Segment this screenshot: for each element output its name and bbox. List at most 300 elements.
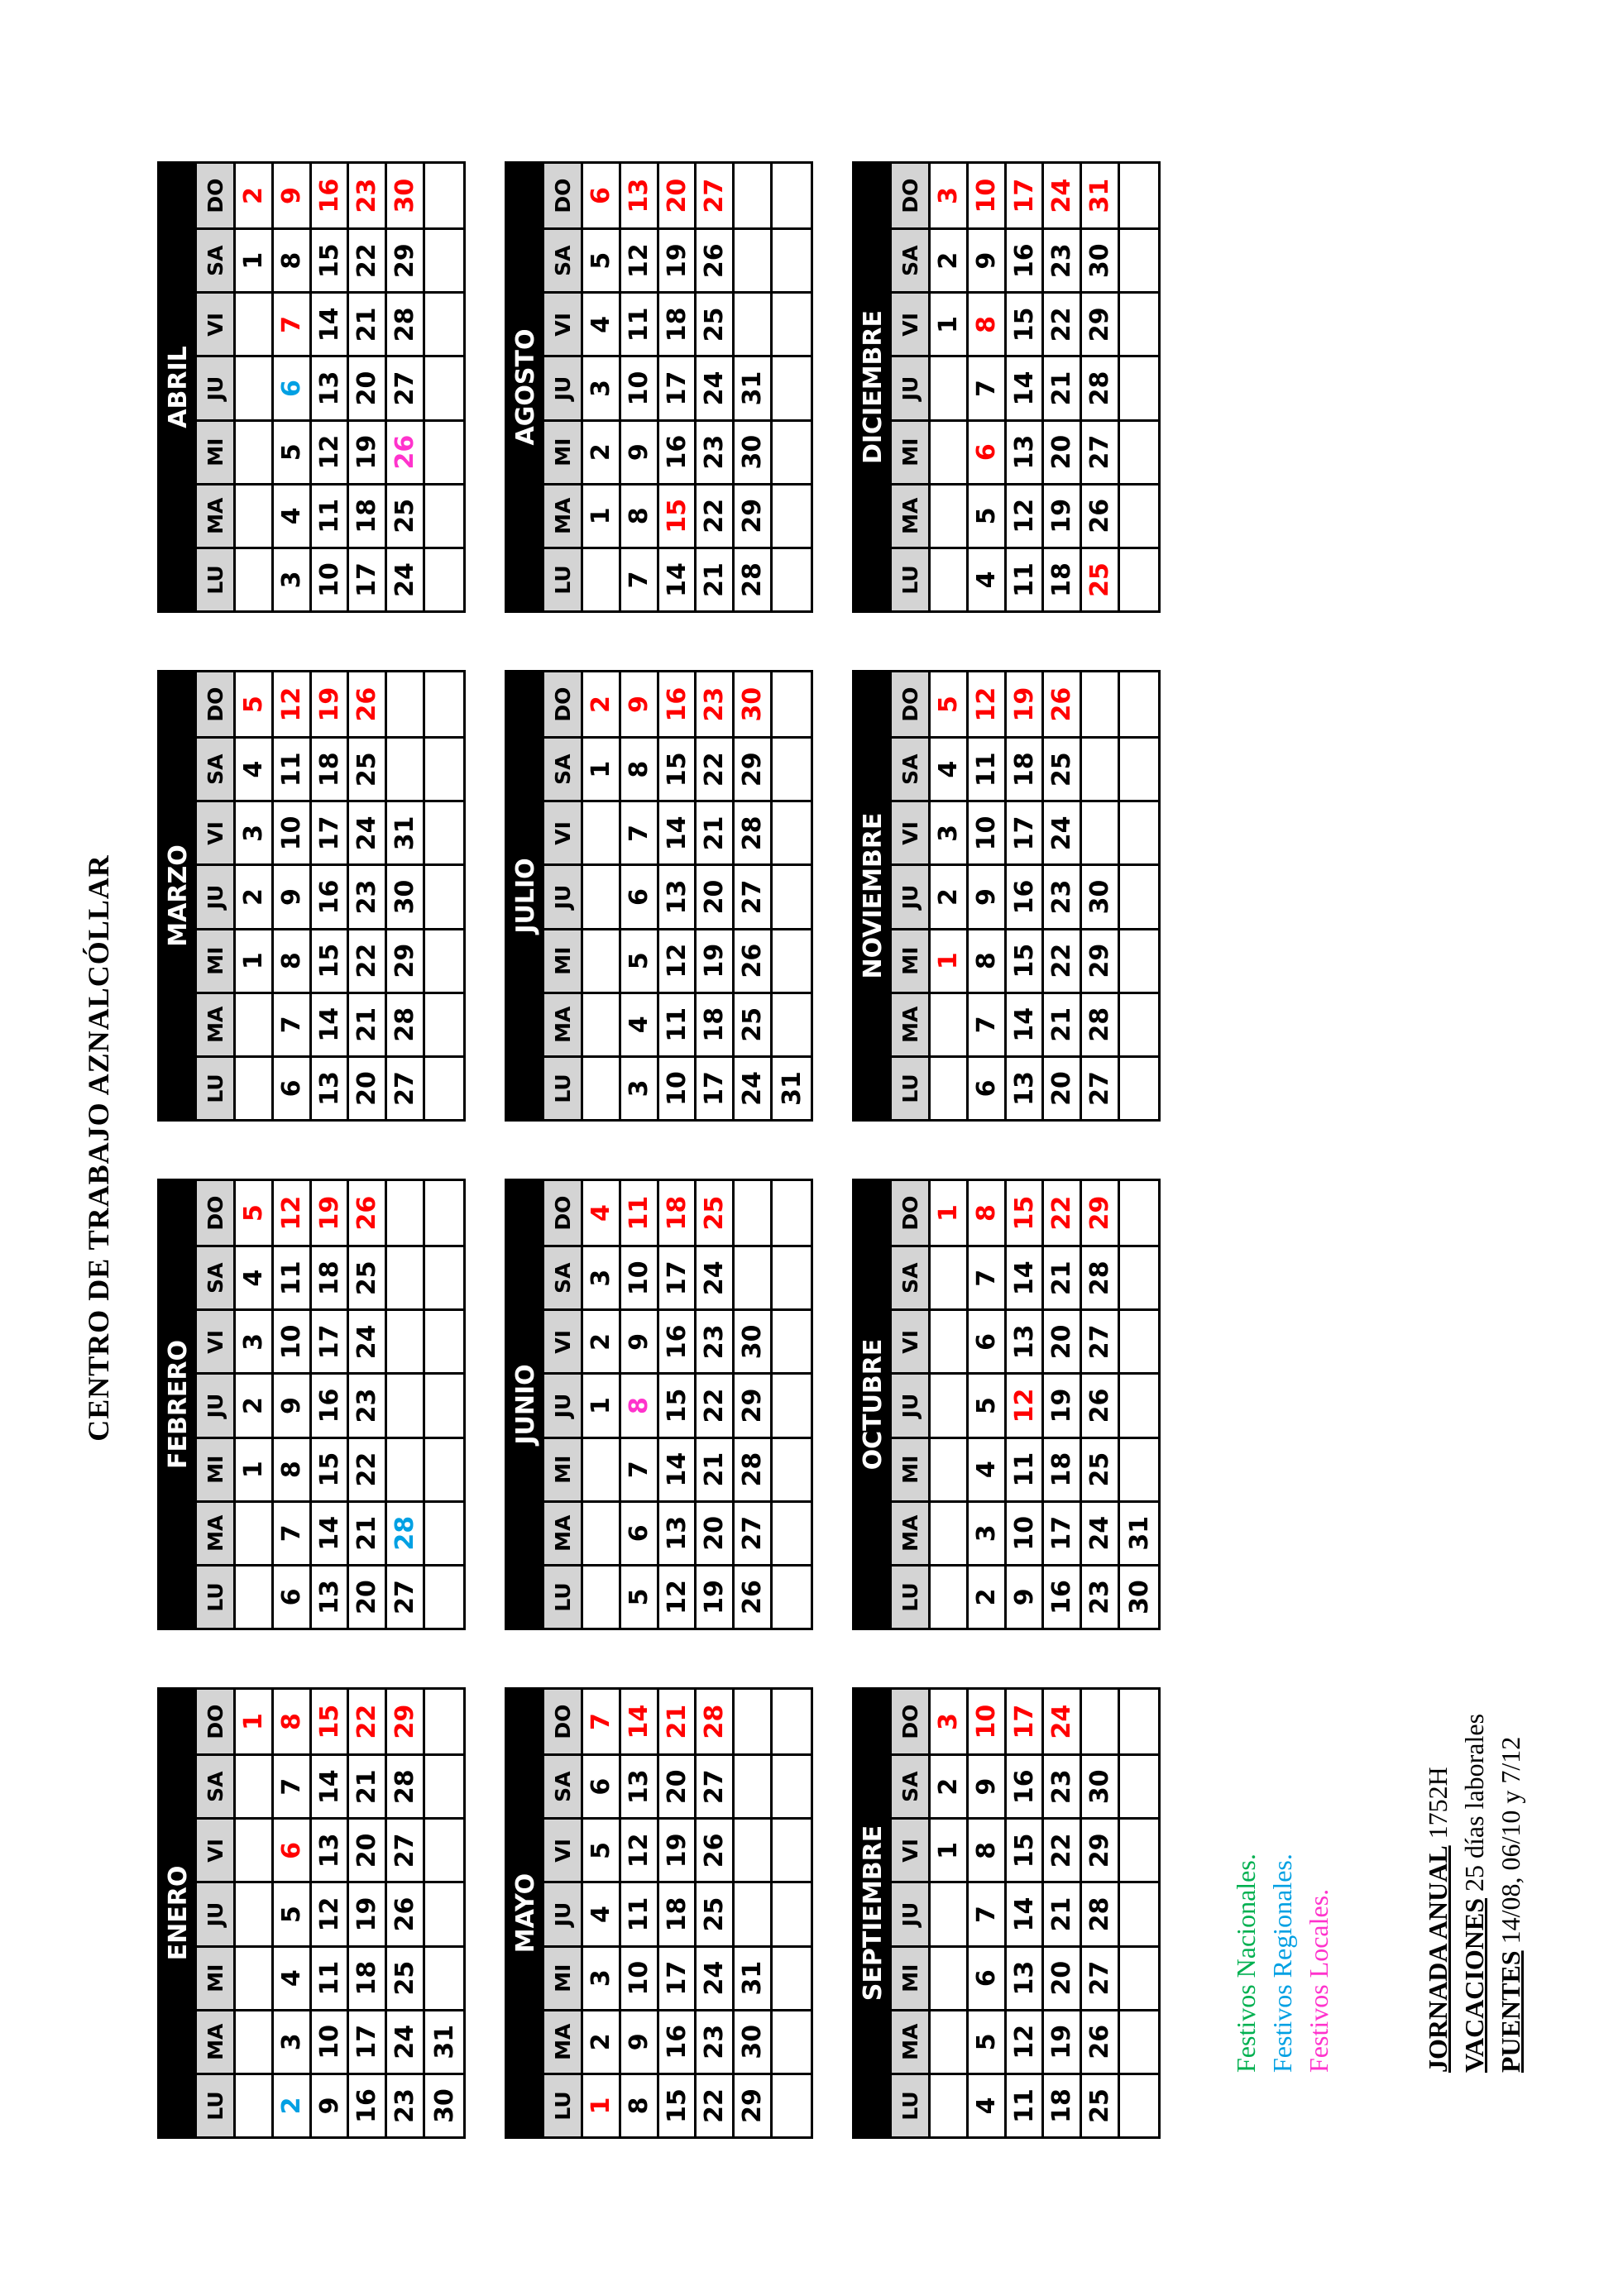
day-cell: 29 [1082, 928, 1120, 992]
empty-cell [583, 863, 621, 927]
day-cell: 18 [1044, 2073, 1082, 2136]
empty-cell [773, 2009, 811, 2073]
day-cell: 28 [735, 1437, 773, 1500]
day-cell: 26 [735, 1564, 773, 1628]
month-days-grid [544, 1690, 811, 2136]
day-cell: 2 [931, 863, 969, 927]
empty-cell [1120, 2009, 1158, 2073]
day-cell: 4 [274, 1945, 312, 2009]
empty-cell [1120, 547, 1158, 610]
day-cell: 24 [1082, 1500, 1120, 1564]
weekday-header: MA [544, 483, 583, 547]
day-cell: 14 [659, 1437, 697, 1500]
jornada-line [1420, 1714, 1456, 2073]
day-cell: 25 [1082, 2073, 1120, 2136]
day-cell: 9 [969, 227, 1007, 291]
month-name: SEPTIEMBRE [855, 1690, 892, 2136]
day-cell: 5 [969, 1372, 1007, 1436]
weekday-header: MI [892, 419, 931, 483]
weekday-header: LU [197, 1055, 236, 1119]
month-name: FEBRERO [160, 1181, 197, 1628]
weekday-header: SA [544, 736, 583, 800]
weekday-header: DO [544, 672, 583, 736]
day-cell: 14 [312, 1753, 350, 1817]
day-cell: 4 [969, 547, 1007, 610]
day-cell: 16 [349, 2073, 387, 2136]
day-cell: 11 [659, 992, 697, 1055]
day-cell: 6 [274, 1564, 312, 1628]
weekday-header: JU [544, 863, 583, 927]
empty-cell [1120, 800, 1158, 863]
weekday-header: MI [544, 1945, 583, 2009]
day-cell: 7 [274, 1500, 312, 1564]
empty-cell [773, 483, 811, 547]
day-cell: 20 [1044, 1055, 1082, 1119]
day-cell: 5 [583, 227, 621, 291]
day-cell: 5 [583, 1817, 621, 1881]
empty-cell [773, 1881, 811, 1944]
day-cell: 13 [312, 355, 350, 419]
day-cell: 25 [1082, 547, 1120, 610]
empty-cell [425, 419, 463, 483]
empty-cell [773, 800, 811, 863]
weekday-header: LU [892, 2073, 931, 2136]
day-cell: 30 [735, 1308, 773, 1372]
weekday-header: LU [544, 547, 583, 610]
empty-cell [931, 1308, 969, 1372]
day-cell: 10 [312, 547, 350, 610]
day-cell: 22 [1044, 291, 1082, 355]
day-cell: 28 [1082, 1245, 1120, 1308]
day-cell: 18 [312, 736, 350, 800]
day-cell: 25 [1082, 1437, 1120, 1500]
day-cell: 29 [735, 483, 773, 547]
weekday-header: JU [544, 355, 583, 419]
day-cell: 15 [312, 928, 350, 992]
day-cell: 27 [1082, 1945, 1120, 2009]
empty-cell [1120, 1372, 1158, 1436]
day-cell: 9 [312, 2073, 350, 2136]
day-cell: 23 [349, 164, 387, 227]
day-cell: 12 [1007, 1372, 1045, 1436]
day-cell: 27 [1082, 1055, 1120, 1119]
empty-cell [583, 800, 621, 863]
day-cell: 1 [931, 928, 969, 992]
day-cell: 22 [697, 483, 735, 547]
weekday-header: JU [544, 1372, 583, 1436]
day-cell: 24 [697, 355, 735, 419]
day-cell: 21 [349, 291, 387, 355]
day-cell: 2 [931, 1753, 969, 1817]
empty-cell [425, 547, 463, 610]
empty-cell [931, 1500, 969, 1564]
day-cell: 10 [621, 1245, 659, 1308]
day-cell: 18 [349, 483, 387, 547]
day-cell: 3 [274, 2009, 312, 2073]
empty-cell [773, 1181, 811, 1245]
day-cell: 24 [1044, 164, 1082, 227]
day-cell: 7 [969, 1245, 1007, 1308]
day-cell: 20 [349, 1055, 387, 1119]
day-cell: 25 [735, 992, 773, 1055]
day-cell: 27 [387, 1055, 425, 1119]
day-cell: 20 [697, 1500, 735, 1564]
day-cell: 22 [1044, 928, 1082, 992]
day-cell: 14 [659, 547, 697, 610]
day-cell: 14 [312, 992, 350, 1055]
day-cell: 29 [1082, 291, 1120, 355]
day-cell: 11 [621, 291, 659, 355]
empty-cell [387, 1308, 425, 1372]
day-cell: 1 [583, 736, 621, 800]
day-cell: 21 [1044, 1245, 1082, 1308]
day-cell: 19 [1044, 1372, 1082, 1436]
weekday-header: LU [197, 2073, 236, 2136]
empty-cell [1120, 419, 1158, 483]
day-cell: 6 [274, 1055, 312, 1119]
weekday-header: VI [892, 1817, 931, 1881]
weekday-header: JU [197, 1372, 236, 1436]
jornada-value: 1752H [1423, 1767, 1453, 1846]
day-cell: 9 [274, 164, 312, 227]
day-cell: 20 [1044, 1945, 1082, 2009]
day-cell: 1 [236, 1690, 274, 1753]
day-cell: 18 [1044, 547, 1082, 610]
day-cell: 8 [621, 2073, 659, 2136]
empty-cell [931, 1564, 969, 1628]
empty-cell [773, 1690, 811, 1753]
day-cell: 16 [312, 1372, 350, 1436]
day-cell: 1 [236, 928, 274, 992]
day-cell: 3 [931, 1690, 969, 1753]
day-cell: 28 [387, 291, 425, 355]
empty-cell [931, 1245, 969, 1308]
empty-cell [583, 992, 621, 1055]
day-cell: 4 [931, 736, 969, 800]
weekday-header: DO [197, 164, 236, 227]
day-cell: 18 [659, 1181, 697, 1245]
day-cell: 11 [621, 1181, 659, 1245]
day-cell: 29 [735, 2073, 773, 2136]
day-cell: 31 [387, 800, 425, 863]
empty-cell [236, 1055, 274, 1119]
empty-cell [773, 1372, 811, 1436]
empty-cell [735, 291, 773, 355]
weekday-header: MA [197, 2009, 236, 2073]
day-cell: 25 [697, 1181, 735, 1245]
day-cell: 17 [1007, 1690, 1045, 1753]
day-cell: 28 [735, 547, 773, 610]
empty-cell [931, 483, 969, 547]
month-noviembre [852, 670, 1161, 1122]
day-cell: 27 [735, 863, 773, 927]
empty-cell [773, 1500, 811, 1564]
day-cell: 15 [312, 1437, 350, 1500]
day-cell: 14 [312, 291, 350, 355]
weekday-header: DO [197, 1690, 236, 1753]
day-cell: 30 [735, 419, 773, 483]
month-name: ENERO [160, 1690, 197, 2136]
month-junio [505, 1179, 813, 1630]
empty-cell [773, 672, 811, 736]
day-cell: 28 [387, 992, 425, 1055]
weekday-header: JU [892, 1881, 931, 1944]
day-cell: 18 [1044, 1437, 1082, 1500]
vacaciones-value: 25 días laborales [1459, 1713, 1489, 1898]
day-cell: 19 [312, 672, 350, 736]
day-cell: 2 [236, 863, 274, 927]
weekday-header: JU [197, 355, 236, 419]
day-cell: 5 [621, 1564, 659, 1628]
day-cell: 24 [1044, 800, 1082, 863]
day-cell: 8 [969, 291, 1007, 355]
weekday-header: DO [544, 1181, 583, 1245]
day-cell: 31 [425, 2009, 463, 2073]
empty-cell [387, 1372, 425, 1436]
empty-cell [773, 1817, 811, 1881]
day-cell: 25 [349, 736, 387, 800]
empty-cell [1082, 800, 1120, 863]
day-cell: 16 [659, 1308, 697, 1372]
day-cell: 6 [969, 1308, 1007, 1372]
empty-cell [931, 992, 969, 1055]
day-cell: 2 [583, 419, 621, 483]
empty-cell [236, 419, 274, 483]
day-cell: 27 [697, 164, 735, 227]
day-cell: 22 [349, 227, 387, 291]
vacaciones-line [1456, 1714, 1492, 2073]
day-cell: 30 [735, 672, 773, 736]
empty-cell [425, 1181, 463, 1245]
empty-cell [773, 1437, 811, 1500]
empty-cell [1120, 483, 1158, 547]
day-cell: 11 [1007, 547, 1045, 610]
day-cell: 14 [1007, 355, 1045, 419]
day-cell: 9 [621, 672, 659, 736]
day-cell: 17 [312, 1308, 350, 1372]
legend-nacionales: Festivos Nacionales. [1231, 1854, 1261, 2073]
weekday-header: JU [892, 355, 931, 419]
day-cell: 7 [274, 992, 312, 1055]
month-days-grid [197, 164, 463, 610]
day-cell: 6 [583, 1753, 621, 1817]
day-cell: 12 [312, 419, 350, 483]
day-cell: 9 [621, 419, 659, 483]
empty-cell [236, 1500, 274, 1564]
empty-cell [583, 1437, 621, 1500]
day-cell: 29 [1082, 1817, 1120, 1881]
empty-cell [1120, 2073, 1158, 2136]
day-cell: 8 [969, 928, 1007, 992]
day-cell: 24 [387, 547, 425, 610]
day-cell: 8 [274, 227, 312, 291]
day-cell: 7 [274, 291, 312, 355]
empty-cell [735, 164, 773, 227]
weekday-header: LU [544, 1055, 583, 1119]
day-cell: 4 [274, 483, 312, 547]
month-febrero [157, 1179, 466, 1630]
day-cell: 19 [312, 1181, 350, 1245]
day-cell: 23 [697, 419, 735, 483]
day-cell: 9 [1007, 1564, 1045, 1628]
month-marzo [157, 670, 466, 1122]
month-septiembre [852, 1687, 1161, 2139]
empty-cell [931, 1881, 969, 1944]
day-cell: 29 [735, 736, 773, 800]
empty-cell [236, 1945, 274, 2009]
empty-cell [236, 2009, 274, 2073]
day-cell: 16 [1007, 1753, 1045, 1817]
empty-cell [425, 1500, 463, 1564]
day-cell: 7 [621, 800, 659, 863]
day-cell: 23 [1082, 1564, 1120, 1628]
day-cell: 16 [1007, 863, 1045, 927]
day-cell: 30 [1082, 227, 1120, 291]
day-cell: 10 [621, 355, 659, 419]
day-cell: 19 [1007, 672, 1045, 736]
month-julio [505, 670, 813, 1122]
day-cell: 26 [697, 1817, 735, 1881]
day-cell: 2 [274, 2073, 312, 2136]
day-cell: 9 [274, 1372, 312, 1436]
month-days-grid [197, 1181, 463, 1628]
empty-cell [236, 291, 274, 355]
day-cell: 3 [236, 800, 274, 863]
day-cell: 20 [697, 863, 735, 927]
day-cell: 22 [697, 2073, 735, 2136]
day-cell: 8 [274, 1437, 312, 1500]
weekday-header: MI [544, 419, 583, 483]
empty-cell [387, 1437, 425, 1500]
empty-cell [1120, 164, 1158, 227]
month-name: MAYO [507, 1690, 544, 2136]
weekday-header: LU [197, 547, 236, 610]
day-cell: 19 [697, 928, 735, 992]
empty-cell [425, 291, 463, 355]
weekday-header: VI [544, 800, 583, 863]
day-cell: 30 [735, 2009, 773, 2073]
month-days-grid [892, 1690, 1158, 2136]
empty-cell [583, 1055, 621, 1119]
day-cell: 12 [659, 928, 697, 992]
day-cell: 26 [1082, 1372, 1120, 1436]
day-cell: 30 [425, 2073, 463, 2136]
weekday-header: MA [197, 1500, 236, 1564]
day-cell: 29 [387, 928, 425, 992]
empty-cell [773, 291, 811, 355]
day-cell: 6 [621, 1500, 659, 1564]
empty-cell [425, 1817, 463, 1881]
day-cell: 29 [387, 227, 425, 291]
day-cell: 13 [621, 164, 659, 227]
vacaciones-label: VACACIONES [1459, 1897, 1489, 2073]
day-cell: 28 [1082, 1881, 1120, 1944]
empty-cell [773, 355, 811, 419]
day-cell: 13 [1007, 1055, 1045, 1119]
day-cell: 15 [659, 736, 697, 800]
day-cell: 12 [659, 1564, 697, 1628]
day-cell: 14 [1007, 1245, 1045, 1308]
empty-cell [236, 355, 274, 419]
day-cell: 8 [621, 1372, 659, 1436]
weekday-header: MI [544, 1437, 583, 1500]
day-cell: 13 [621, 1753, 659, 1817]
day-cell: 3 [583, 1945, 621, 2009]
empty-cell [931, 355, 969, 419]
day-cell: 30 [1082, 863, 1120, 927]
legend-locales: Festivos Locales. [1304, 1888, 1333, 2073]
day-cell: 25 [697, 291, 735, 355]
day-cell: 20 [349, 1817, 387, 1881]
day-cell: 18 [312, 1245, 350, 1308]
month-diciembre [852, 161, 1161, 613]
month-name: NOVIEMBRE [855, 672, 892, 1119]
day-cell: 26 [1082, 2009, 1120, 2073]
month-name: OCTUBRE [855, 1181, 892, 1628]
day-cell: 27 [1082, 1308, 1120, 1372]
day-cell: 23 [1044, 1753, 1082, 1817]
day-cell: 12 [312, 1881, 350, 1944]
empty-cell [1120, 1245, 1158, 1308]
empty-cell [1120, 355, 1158, 419]
empty-cell [931, 1055, 969, 1119]
day-cell: 12 [621, 227, 659, 291]
day-cell: 27 [735, 1500, 773, 1564]
day-cell: 13 [312, 1055, 350, 1119]
day-cell: 2 [583, 672, 621, 736]
day-cell: 1 [583, 1372, 621, 1436]
day-cell: 6 [969, 1945, 1007, 2009]
weekday-header: VI [197, 1817, 236, 1881]
day-cell: 20 [1044, 419, 1082, 483]
weekday-header: MI [197, 928, 236, 992]
day-cell: 10 [969, 800, 1007, 863]
month-agosto [505, 161, 813, 613]
month-octubre [852, 1179, 1161, 1630]
day-cell: 10 [659, 1055, 697, 1119]
day-cell: 26 [697, 227, 735, 291]
page-title: CENTRO DE TRABAJO AZNALCÓLLAR [82, 854, 115, 1442]
day-cell: 8 [969, 1181, 1007, 1245]
empty-cell [735, 1181, 773, 1245]
empty-cell [425, 992, 463, 1055]
empty-cell [425, 483, 463, 547]
weekday-header: MI [197, 419, 236, 483]
weekday-header: SA [892, 227, 931, 291]
day-cell: 7 [621, 547, 659, 610]
weekday-header: DO [544, 164, 583, 227]
day-cell: 13 [312, 1564, 350, 1628]
day-cell: 20 [659, 1753, 697, 1817]
empty-cell [236, 992, 274, 1055]
day-cell: 11 [1007, 1437, 1045, 1500]
empty-cell [1120, 1181, 1158, 1245]
puentes-value: 14/08, 06/10 y 7/12 [1496, 1736, 1525, 1951]
day-cell: 26 [349, 1181, 387, 1245]
day-cell: 16 [1044, 1564, 1082, 1628]
day-cell: 19 [349, 1881, 387, 1944]
day-cell: 5 [236, 1181, 274, 1245]
day-cell: 22 [697, 1372, 735, 1436]
day-cell: 27 [1082, 419, 1120, 483]
day-cell: 10 [969, 164, 1007, 227]
empty-cell [931, 1945, 969, 2009]
day-cell: 21 [1044, 1881, 1082, 1944]
day-cell: 11 [969, 736, 1007, 800]
day-cell: 6 [621, 863, 659, 927]
day-cell: 14 [312, 1500, 350, 1564]
day-cell: 14 [1007, 1881, 1045, 1944]
